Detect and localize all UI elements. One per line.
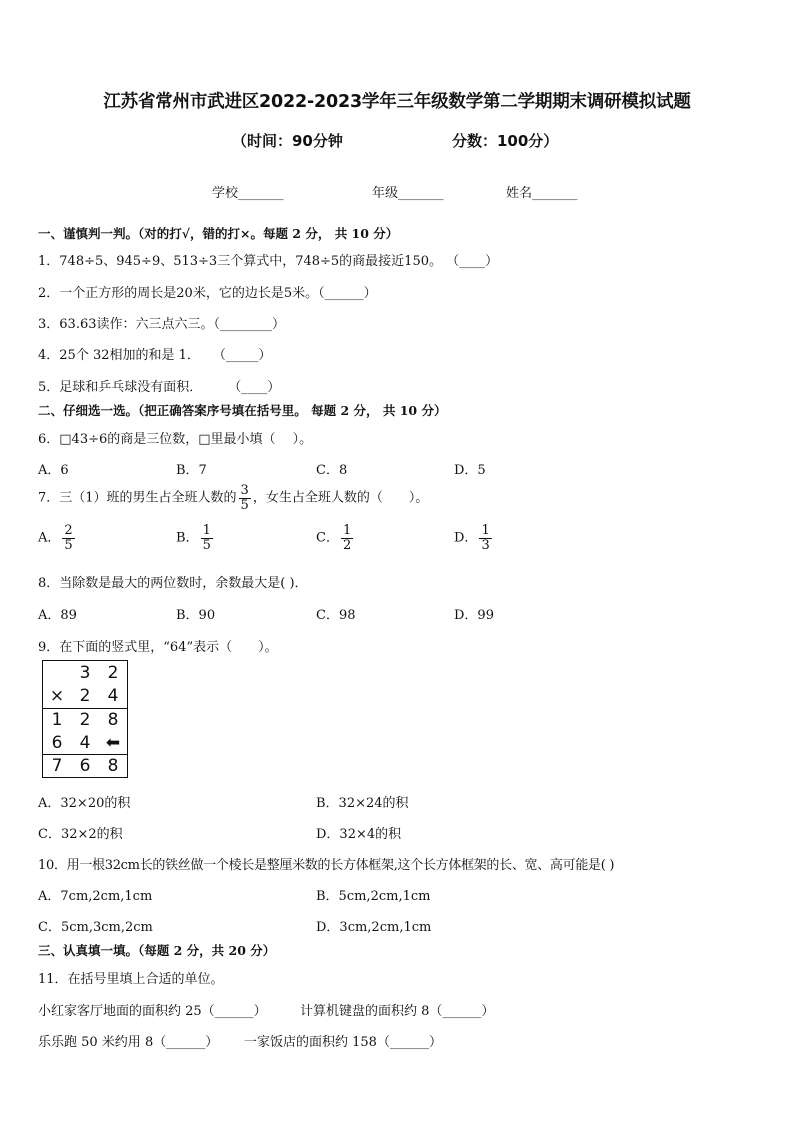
q10-option-a: A．7cm,2cm,1cm [38,889,153,904]
question-4: 4．25个 32相加的和是 1． （_____） [38,348,272,363]
q8-option-b: B．90 [176,608,216,623]
grid-row-4: 6 4 ⬅ [43,732,127,755]
q7-stem-b: ，女生占全班人数的（ ）。 [252,490,429,506]
question-6: 6．□43÷6的商是三位数，□里最小填（ ）。 [38,432,313,447]
q6-option-d: D．5 [454,463,486,478]
q11-item-d: 一家饭店的面积约 158（______） [244,1035,442,1050]
q10-option-b: B．5cm,2cm,1cm [316,889,431,904]
question-1: 1．748÷5、945÷9、513÷3三个算式中，748÷5的商最接近150。 （____） [38,254,499,269]
q9-option-b: B．32×24的积 [316,796,409,811]
q6-option-a: A．6 [38,463,69,478]
exam-score: 分数：100分） [452,132,559,150]
grid-row-5: 7 6 8 [51,756,119,776]
q10-option-c: C．5cm,3cm,2cm [38,920,153,935]
section2-heading: 二、仔细选一选。（把正确答案序号填在括号里。 每题 2 分， 共 10 分） [38,403,447,418]
question-7 [38,484,428,512]
question-2: 2．一个正方形的周长是20米，它的边长是5米。（______） [38,286,377,301]
left-arrow-icon: ⬅ [105,733,121,753]
q7-option-a: A． $\frac{2}{5}$ [38,523,73,553]
q6-option-b: B．7 [176,463,207,478]
section3-heading: 三、认真填一填。（每题 2 分，共 20 分） [38,943,276,958]
q8-option-a: A．89 [38,608,77,623]
exam-time: （时间：90分钟 [232,132,343,150]
q9-option-c: C．32×2的积 [38,827,123,842]
q7-option-c: C． $\frac{1}{2}$ [316,523,352,553]
q8-option-c: C．98 [316,608,356,623]
grid-row-1: 3 2 [79,663,119,683]
grade-field: 年级_______ [372,186,444,201]
q7-option-b: B． $\frac{1}{5}$ [176,523,211,553]
q8-option-d: D．99 [454,608,494,623]
question-11: 11．在括号里填上合适的单位。 [38,972,224,987]
q6-option-c: C．8 [316,463,348,478]
section1-heading: 一、谨慎判一判。（对的打√，错的打×。每题 2 分， 共 10 分） [38,226,399,241]
question-10: 10．用一根32cm长的铁丝做一个棱长是整厘米数的长方体框架,这个长方体框架的长、宽、高可能是( ) [38,858,615,873]
q7-fraction: $\frac{3}{5}$ [240,483,249,513]
q11-item-b: 计算机键盘的面积约 8（______） [300,1004,495,1019]
exam-title: 江苏省常州市武进区2022-2023学年三年级数学第二学期期末调研模拟试题 [103,92,691,112]
q10-option-d: D．3cm,2cm,1cm [316,920,432,935]
q11-item-c: 乐乐跑 50 米约用 8（______） [38,1035,219,1050]
grid-row-2: × 2 4 [49,686,119,706]
question-3: 3．63.63读作：六三点六三。（________） [38,317,285,332]
question-5: 5．足球和乒乓球没有面积． （____） [38,380,281,395]
q11-item-a: 小红家客厅地面的面积约 25（______） [38,1004,267,1019]
grid-row-3: 1 2 8 [51,710,119,730]
q9-option-d: D．32×4的积 [316,827,402,842]
q9-option-a: A．32×20的积 [38,796,131,811]
question-9: 9．在下面的竖式里，“64”表示（ ）。 [38,640,278,655]
q7-option-d: D． $\frac{1}{3}$ [454,523,490,553]
school-field: 学校_______ [212,186,284,201]
name-field: 姓名_______ [506,186,578,201]
q7-stem-a: 7．三（1）班的男生占全班人数的 [38,490,237,506]
multiplication-grid [42,660,128,778]
question-8: 8．当除数是最大的两位数时，余数最大是( )． [38,576,308,591]
